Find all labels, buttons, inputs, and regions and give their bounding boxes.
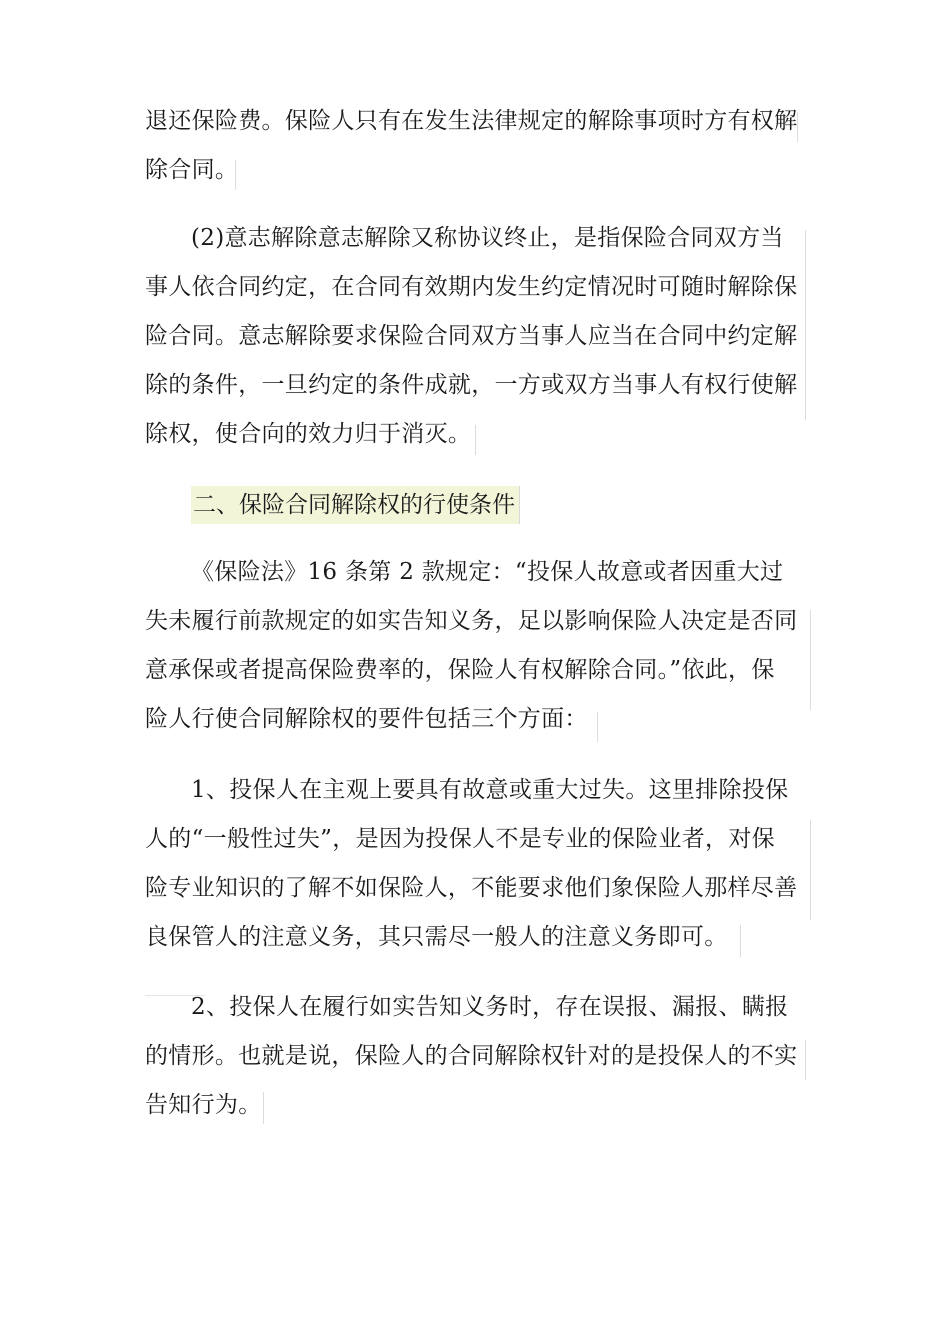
text-edge-mark [805, 1040, 806, 1080]
text-edge-mark [810, 610, 811, 710]
text-edge-mark [805, 230, 806, 420]
paragraph-line: 险合同。意志解除要求保险合同双方当事人应当在合同中约定解 [145, 323, 798, 349]
paragraph-1 [145, 97, 817, 195]
paragraph-line: 险专业知识的了解不如保险人，不能要求他们象保险人那样尽善 [145, 875, 798, 901]
paragraph-line: 2、投保人在履行如实告知义务时，存在误报、漏报、瞒报 [191, 994, 789, 1020]
paragraph-4 [145, 766, 817, 962]
text-edge-mark [810, 820, 811, 920]
paragraph-line: 除合同。 [145, 157, 239, 183]
text-edge-mark [797, 112, 798, 142]
text-edge-mark [475, 425, 476, 455]
paragraph-line: 人的“一般性过失”，是因为投保人不是专业的保险业者，对保 [145, 826, 775, 852]
paragraph-line: 的情形。也就是说，保险人的合同解除权针对的是投保人的不实 [145, 1043, 798, 1069]
paragraph-5 [145, 983, 817, 1130]
paragraph-line: 意承保或者提高保险费率的，保险人有权解除合同。”依此，保 [145, 657, 775, 683]
paragraph-line: 良保管人的注意义务，其只需尽一般人的注意义务即可。 [145, 924, 728, 950]
paragraph-2 [145, 214, 817, 459]
paragraph-line: 告知行为。 [145, 1092, 262, 1118]
paragraph-line: 《保险法》16 条第 2 款规定：“投保人故意或者因重大过 [191, 559, 784, 585]
text-edge-mark [263, 1092, 264, 1124]
paragraph-3 [145, 548, 817, 744]
paragraph-line: 失未履行前款规定的如实告知义务，足以影响保险人决定是否同 [145, 608, 798, 634]
text-edge-mark [597, 712, 598, 742]
paragraph-line: 除的条件，一旦约定的条件成就，一方或双方当事人有权行使解 [145, 372, 798, 398]
paragraph-line: 除权，使合向的效力归于消灭。 [145, 421, 472, 447]
paragraph-line: 险人行使合同解除权的要件包括三个方面： [145, 706, 588, 732]
text-edge-mark [740, 925, 741, 957]
paragraph-line: 事人依合同约定，在合同有效期内发生约定情况时可随时解除保 [145, 274, 798, 300]
paragraph-line: (2)意志解除意志解除又称协议终止，是指保险合同双方当 [191, 225, 784, 251]
paragraph-line: 退还保险费。保险人只有在发生法律规定的解除事项时方有权解 [145, 108, 798, 134]
section-heading: 二、保险合同解除权的行使条件 [191, 486, 520, 524]
paragraph-line: 1、投保人在主观上要具有故意或重大过失。这里排除投保 [191, 777, 789, 803]
text-edge-mark [235, 160, 236, 190]
